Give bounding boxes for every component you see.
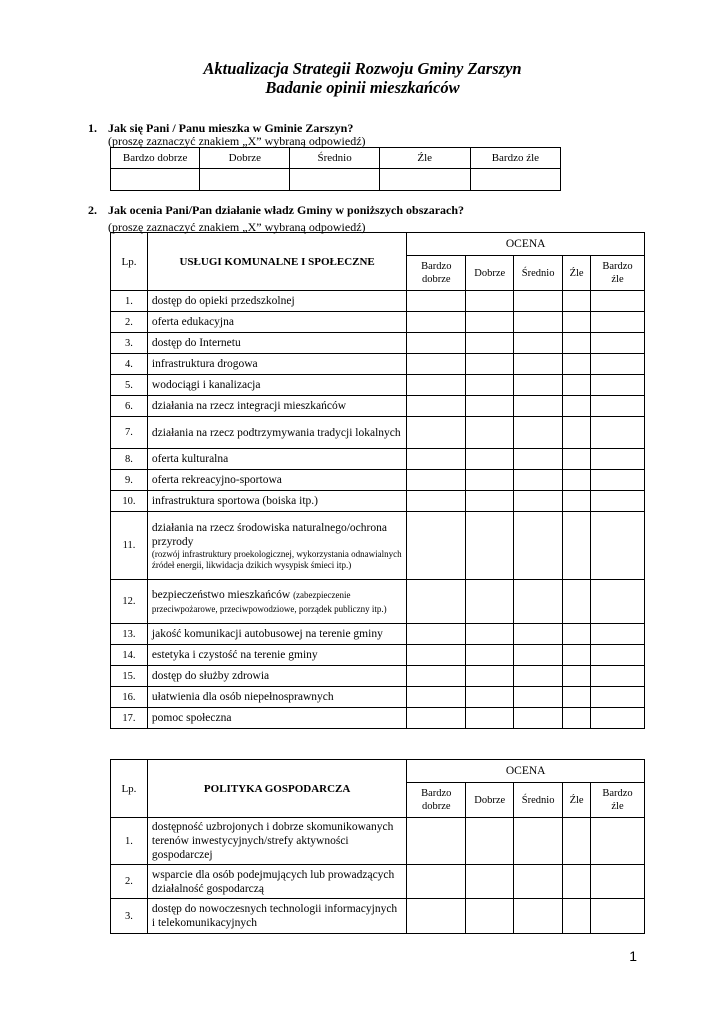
row-number: 15. — [111, 666, 148, 687]
answer-cell-zle[interactable] — [563, 417, 591, 449]
answer-cell-dobrze[interactable] — [466, 449, 514, 470]
table-row — [111, 818, 645, 865]
row-label — [147, 708, 406, 729]
row-number: 1. — [111, 291, 148, 312]
answer-cell-srednio[interactable] — [514, 818, 563, 865]
lp-header: Lp. — [111, 760, 148, 818]
answer-cell-bardzo-dobrze[interactable] — [407, 449, 466, 470]
rating-bardzo-dobrze: Bardzo dobrze — [407, 783, 466, 818]
answer-cell-srednio[interactable] — [514, 491, 563, 512]
row-number: 3. — [111, 333, 148, 354]
answer-cell-srednio[interactable] — [514, 645, 563, 666]
row-number: 5. — [111, 375, 148, 396]
row-number: 10. — [111, 491, 148, 512]
table-row — [111, 291, 645, 312]
row-number: 16. — [111, 687, 148, 708]
answer-cell-dobrze[interactable] — [466, 687, 514, 708]
table-row — [111, 417, 645, 449]
row-number: 2. — [111, 865, 148, 899]
row-label — [147, 417, 406, 449]
answer-cell-bardzo-dobrze[interactable] — [407, 396, 466, 417]
rating-dobrze: Dobrze — [466, 256, 514, 291]
answer-cell-dobrze[interactable] — [466, 708, 514, 729]
category-header: USŁUGI KOMUNALNE I SPOŁECZNE — [147, 233, 406, 291]
answer-cell-bardzo-dobrze[interactable] — [407, 645, 466, 666]
answer-cell-zle[interactable] — [563, 312, 591, 333]
row-number: 8. — [111, 449, 148, 470]
ocena-header: OCENA — [407, 760, 645, 783]
answer-cell-dobrze[interactable] — [466, 291, 514, 312]
answer-cell-zle[interactable] — [563, 291, 591, 312]
answer-cell-bardzo-zle[interactable] — [591, 624, 645, 645]
table-row — [111, 491, 645, 512]
answer-cell-bardzo-zle[interactable] — [470, 169, 560, 191]
table-row — [111, 312, 645, 333]
table-row — [111, 375, 645, 396]
answer-cell-dobrze[interactable] — [466, 624, 514, 645]
row-label — [147, 354, 406, 375]
answer-cell-bardzo-zle[interactable] — [591, 354, 645, 375]
answer-cell-zle[interactable] — [563, 865, 591, 899]
answer-cell-bardzo-zle[interactable] — [591, 645, 645, 666]
services-rating-table — [110, 232, 645, 729]
answer-cell-bardzo-dobrze[interactable] — [407, 291, 466, 312]
answer-cell-bardzo-zle[interactable] — [591, 899, 645, 934]
row-number: 13. — [111, 624, 148, 645]
rating-srednio: Średnio — [514, 783, 563, 818]
row-label — [147, 312, 406, 333]
answer-cell-srednio[interactable] — [514, 666, 563, 687]
answer-cell-bardzo-dobrze[interactable] — [407, 865, 466, 899]
rating-zle: Źle — [563, 256, 591, 291]
option-zle: Źle — [379, 148, 470, 169]
answer-cell-bardzo-zle[interactable] — [591, 291, 645, 312]
question-1-number: 1. — [88, 121, 97, 135]
row-label-text: wsparcie dla osób podejmujących lub prowadzących działalność gospodarczą — [151, 868, 395, 895]
lp-header: Lp. — [111, 233, 148, 291]
row-label — [147, 291, 406, 312]
question-1-text: Jak się Pani / Panu mieszka w Gminie Zarszyn? — [108, 121, 354, 135]
row-label — [147, 624, 406, 645]
answer-cell-srednio[interactable] — [514, 375, 563, 396]
answer-cell-srednio[interactable] — [514, 708, 563, 729]
table-row — [111, 708, 645, 729]
answer-cell-bardzo-dobrze[interactable] — [111, 169, 200, 191]
answer-cell-zle[interactable] — [563, 708, 591, 729]
row-label-text: pomoc społeczna — [151, 712, 232, 724]
table-row — [111, 687, 645, 708]
row-label-text: jakość komunikacji autobusowej na terenie gminy — [151, 628, 383, 640]
row-number: 3. — [111, 899, 148, 934]
question-1-table — [110, 147, 561, 191]
economy-rating-table — [110, 759, 645, 934]
answer-cell-bardzo-zle[interactable] — [591, 666, 645, 687]
answer-cell-bardzo-zle[interactable] — [591, 312, 645, 333]
answer-cell-bardzo-zle[interactable] — [591, 865, 645, 899]
table-row — [111, 512, 645, 580]
answer-cell-bardzo-zle[interactable] — [591, 417, 645, 449]
table-row — [111, 580, 645, 624]
row-label-text: estetyka i czystość na terenie gminy — [151, 649, 318, 661]
question-2-instruction: (proszę zaznaczyć znakiem „X” wybraną odpowiedź) — [108, 220, 366, 234]
answer-cell-srednio[interactable] — [514, 291, 563, 312]
row-label-text: infrastruktura drogowa — [151, 358, 258, 370]
row-label — [147, 396, 406, 417]
answer-cell-bardzo-zle[interactable] — [591, 491, 645, 512]
row-number: 14. — [111, 645, 148, 666]
answer-cell-srednio[interactable] — [514, 449, 563, 470]
answer-cell-bardzo-zle[interactable] — [591, 818, 645, 865]
answer-cell-dobrze[interactable] — [200, 169, 290, 191]
answer-cell-bardzo-zle[interactable] — [591, 687, 645, 708]
answer-cell-bardzo-dobrze[interactable] — [407, 818, 466, 865]
answer-cell-dobrze[interactable] — [466, 417, 514, 449]
table-row — [111, 333, 645, 354]
row-number: 17. — [111, 708, 148, 729]
row-label-text: oferta rekreacyjno-sportowa — [151, 474, 282, 486]
option-bardzo-dobrze: Bardzo dobrze — [111, 148, 200, 169]
row-label-text: oferta edukacyjna — [151, 316, 234, 328]
row-label-text: dostępność uzbrojonych i dobrze skomunikowanych terenów inwestycyjnych/strefy aktywności gospodarczej — [151, 821, 394, 861]
answer-cell-bardzo-dobrze[interactable] — [407, 470, 466, 491]
answer-cell-bardzo-dobrze[interactable] — [407, 580, 466, 624]
row-number: 11. — [111, 512, 148, 580]
answer-cell-dobrze[interactable] — [466, 312, 514, 333]
row-label-text: dostęp do Internetu — [151, 337, 241, 349]
row-label — [147, 333, 406, 354]
answer-cell-dobrze[interactable] — [466, 899, 514, 934]
row-number: 6. — [111, 396, 148, 417]
answer-cell-srednio[interactable] — [514, 865, 563, 899]
answer-cell-srednio[interactable] — [514, 899, 563, 934]
row-label-text: działania na rzecz środowiska naturalnego/ochrona przyrody — [151, 521, 387, 548]
rating-dobrze: Dobrze — [466, 783, 514, 818]
category-header: POLITYKA GOSPODARCZA — [147, 760, 406, 818]
rating-srednio: Średnio — [514, 256, 563, 291]
row-label-text: oferta kulturalna — [151, 453, 229, 465]
row-label — [147, 512, 406, 580]
answer-cell-zle[interactable] — [563, 491, 591, 512]
table-row — [111, 354, 645, 375]
row-label — [147, 645, 406, 666]
row-label — [147, 470, 406, 491]
answer-cell-dobrze[interactable] — [466, 354, 514, 375]
answer-cell-bardzo-zle[interactable] — [591, 449, 645, 470]
answer-cell-zle[interactable] — [563, 375, 591, 396]
question-2-number: 2. — [88, 203, 97, 217]
table-row — [111, 449, 645, 470]
answer-cell-srednio[interactable] — [514, 333, 563, 354]
row-label — [147, 580, 406, 624]
table-row — [111, 645, 645, 666]
answer-cell-srednio[interactable] — [514, 396, 563, 417]
answer-cell-zle[interactable] — [563, 818, 591, 865]
table-row — [111, 624, 645, 645]
row-number: 7. — [111, 417, 148, 449]
answer-cell-bardzo-dobrze[interactable] — [407, 333, 466, 354]
answer-cell-srednio[interactable] — [514, 687, 563, 708]
answer-cell-zle[interactable] — [563, 645, 591, 666]
answer-cell-zle[interactable] — [563, 580, 591, 624]
row-label — [147, 491, 406, 512]
row-number: 12. — [111, 580, 148, 624]
answer-cell-dobrze[interactable] — [466, 375, 514, 396]
row-label-text: ułatwienia dla osób niepełnosprawnych — [151, 691, 334, 703]
answer-cell-bardzo-zle[interactable] — [591, 396, 645, 417]
ocena-header: OCENA — [407, 233, 645, 256]
answer-cell-bardzo-dobrze[interactable] — [407, 708, 466, 729]
answer-cell-srednio[interactable] — [514, 624, 563, 645]
answer-cell-bardzo-dobrze[interactable] — [407, 417, 466, 449]
answer-cell-zle[interactable] — [563, 512, 591, 580]
answer-cell-zle[interactable] — [563, 687, 591, 708]
rating-bardzo-dobrze: Bardzo dobrze — [407, 256, 466, 291]
answer-cell-bardzo-dobrze[interactable] — [407, 899, 466, 934]
answer-cell-bardzo-zle[interactable] — [591, 470, 645, 491]
rating-bardzo-zle: Bardzo źle — [591, 256, 645, 291]
row-number: 4. — [111, 354, 148, 375]
document-title: Aktualizacja Strategii Rozwoju Gminy Zarszyn — [203, 59, 522, 78]
question-1-instruction: (proszę zaznaczyć znakiem „X” wybraną odpowiedź) — [108, 134, 366, 148]
answer-cell-srednio[interactable] — [290, 169, 379, 191]
question-2-text: Jak ocenia Pani/Pan działanie władz Gminy w poniższych obszarach? — [108, 203, 465, 217]
row-number: 1. — [111, 818, 148, 865]
answer-cell-dobrze[interactable] — [466, 512, 514, 580]
row-label-note: (zabezpieczenie przeciwpożarowe, przeciwpowodziowe, porządek publiczny itp.) — [151, 589, 387, 614]
row-number: 2. — [111, 312, 148, 333]
row-label-text: działania na rzecz podtrzymywania tradycji lokalnych — [151, 426, 401, 439]
document-subtitle: Badanie opinii mieszkańców — [265, 78, 460, 97]
option-srednio: Średnio — [290, 148, 379, 169]
answer-cell-bardzo-zle[interactable] — [591, 375, 645, 396]
answer-cell-dobrze[interactable] — [466, 396, 514, 417]
row-label-text: infrastruktura sportowa (boiska itp.) — [151, 495, 318, 507]
answer-cell-dobrze[interactable] — [466, 333, 514, 354]
answer-cell-bardzo-zle[interactable] — [591, 580, 645, 624]
table-row — [111, 470, 645, 491]
row-label-text: bezpieczeństwo mieszkańców — [151, 588, 291, 601]
answer-cell-zle[interactable] — [563, 449, 591, 470]
row-label — [147, 449, 406, 470]
row-label-text: wodociągi i kanalizacja — [151, 379, 261, 391]
answer-cell-bardzo-zle[interactable] — [591, 708, 645, 729]
answer-cell-zle[interactable] — [563, 354, 591, 375]
table-row — [111, 899, 645, 934]
table-row — [111, 666, 645, 687]
row-label — [147, 899, 406, 934]
answer-cell-bardzo-dobrze[interactable] — [407, 375, 466, 396]
row-label-text: dostęp do opieki przedszkolnej — [151, 295, 295, 307]
answer-cell-zle[interactable] — [563, 899, 591, 934]
answer-cell-srednio[interactable] — [514, 417, 563, 449]
answer-cell-bardzo-zle[interactable] — [591, 512, 645, 580]
answer-cell-srednio[interactable] — [514, 312, 563, 333]
row-label-text: działania na rzecz integracji mieszkańców — [151, 400, 347, 412]
answer-cell-dobrze[interactable] — [466, 491, 514, 512]
answer-cell-bardzo-dobrze[interactable] — [407, 624, 466, 645]
answer-cell-bardzo-zle[interactable] — [591, 333, 645, 354]
answer-cell-bardzo-dobrze[interactable] — [407, 666, 466, 687]
answer-cell-dobrze[interactable] — [466, 470, 514, 491]
answer-cell-dobrze[interactable] — [466, 645, 514, 666]
page-number: 1 — [629, 948, 637, 964]
answer-cell-bardzo-dobrze[interactable] — [407, 491, 466, 512]
answer-cell-bardzo-dobrze[interactable] — [407, 354, 466, 375]
answer-cell-zle[interactable] — [563, 470, 591, 491]
answer-cell-srednio[interactable] — [514, 512, 563, 580]
answer-cell-srednio[interactable] — [514, 580, 563, 624]
row-label — [147, 818, 406, 865]
row-label — [147, 666, 406, 687]
row-number: 9. — [111, 470, 148, 491]
answer-cell-bardzo-dobrze[interactable] — [407, 687, 466, 708]
answer-cell-dobrze[interactable] — [466, 865, 514, 899]
row-label — [147, 375, 406, 396]
answer-cell-srednio[interactable] — [514, 354, 563, 375]
answer-cell-zle[interactable] — [563, 624, 591, 645]
answer-cell-zle[interactable] — [379, 169, 470, 191]
row-label — [147, 687, 406, 708]
row-label — [147, 865, 406, 899]
answer-cell-zle[interactable] — [563, 333, 591, 354]
table-row — [111, 865, 645, 899]
table-row — [111, 396, 645, 417]
row-label-text: dostęp do nowoczesnych technologii informacyjnych i telekomunikacyjnych — [151, 903, 398, 929]
answer-cell-bardzo-dobrze[interactable] — [407, 512, 466, 580]
answer-cell-srednio[interactable] — [514, 470, 563, 491]
rating-bardzo-zle: Bardzo źle — [591, 783, 645, 818]
answer-cell-dobrze[interactable] — [466, 818, 514, 865]
option-bardzo-zle: Bardzo źle — [470, 148, 560, 169]
answer-cell-dobrze[interactable] — [466, 666, 514, 687]
answer-cell-zle[interactable] — [563, 666, 591, 687]
answer-cell-dobrze[interactable] — [466, 580, 514, 624]
rating-zle: Źle — [563, 783, 591, 818]
answer-cell-bardzo-dobrze[interactable] — [407, 312, 466, 333]
row-label-text: dostęp do służby zdrowia — [151, 670, 270, 682]
option-dobrze: Dobrze — [200, 148, 290, 169]
answer-cell-zle[interactable] — [563, 396, 591, 417]
row-label-note: (rozwój infrastruktury proekologicznej, wykorzystania odnawialnych źródeł energii, likwidacja dzikich wysypisk śmieci itp.) — [151, 548, 402, 570]
